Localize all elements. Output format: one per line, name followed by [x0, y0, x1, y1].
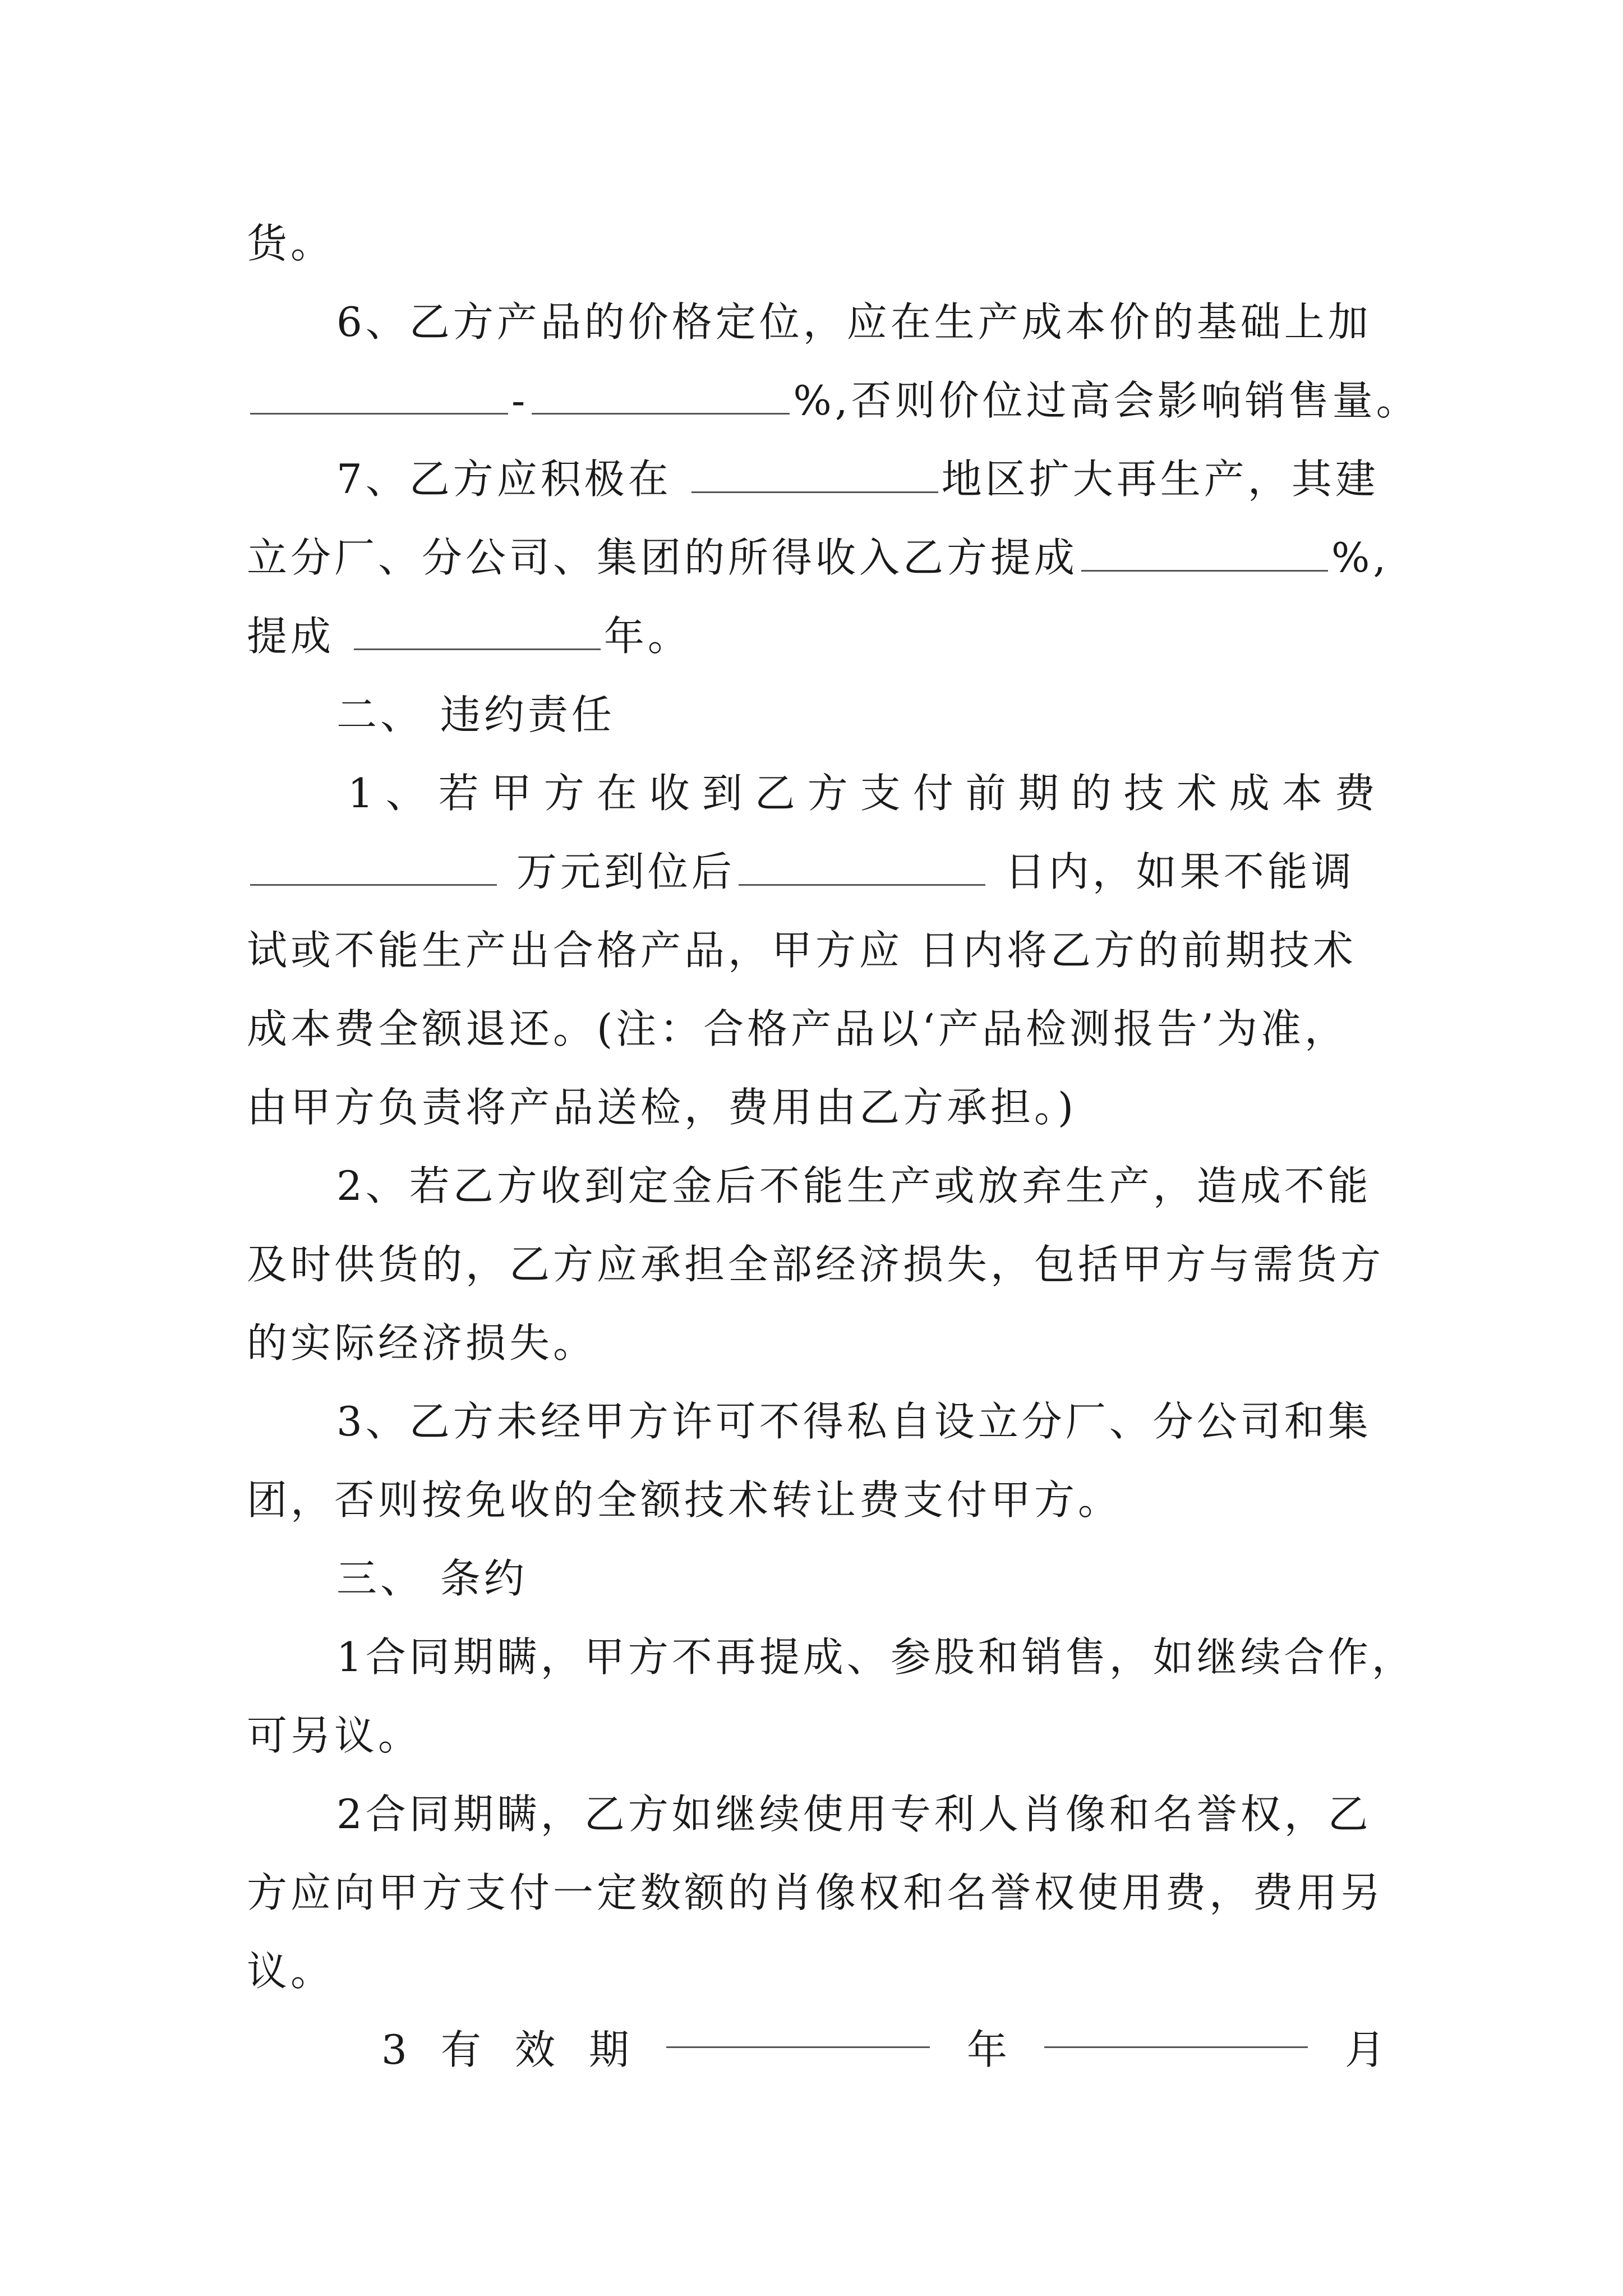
line-text: 提成 [247, 613, 335, 660]
blank-field[interactable] [1081, 534, 1328, 572]
line-text: 议。 [247, 1948, 335, 1995]
blank-field[interactable] [1044, 2010, 1308, 2048]
text-line [247, 518, 1390, 597]
blank-field[interactable] [691, 455, 938, 493]
text-line [247, 1068, 1385, 1147]
line-text: 期 [588, 2026, 629, 2073]
line-text: 月 [1344, 2026, 1385, 2073]
line-text: 由甲方负责将产品送检，费用由乙方承担。) [247, 1084, 1077, 1131]
blank-field[interactable] [532, 377, 790, 415]
blank-field[interactable] [250, 848, 497, 886]
line-text: 2合同期瞒，乙方如继续使用专利人肖像和名誉权，乙 [336, 1791, 1372, 1838]
line-text: 可另议。 [247, 1712, 422, 1759]
line-text: 万元到位后 [516, 848, 735, 895]
text-line [336, 283, 1385, 361]
blank-field[interactable] [354, 613, 601, 650]
line-text: 货。 [247, 220, 335, 267]
section-heading [336, 675, 1385, 754]
line-text: 及时供货的，乙方应承担全部经济损失，包括甲方与需货方 [247, 1241, 1385, 1288]
line-text: 3 [381, 2026, 407, 2073]
line-text: 试或不能生产出合格产品，甲方应 日内将乙方的前期技术 [247, 927, 1357, 974]
line-text: 团，否则按免收的全额技术转让费支付甲方。 [247, 1476, 1122, 1524]
line-text: 地区扩大再生产，其建 [941, 455, 1379, 503]
line-text: 3、乙方未经甲方许可不得私自设立分厂、分公司和集 [336, 1398, 1372, 1445]
line-text: 三、 条约 [336, 1555, 528, 1602]
line-text: 有 [440, 2026, 481, 2073]
line-text: 的实际经济损失。 [247, 1319, 597, 1366]
line-text: 方应向甲方支付一定数额的肖像权和名誉权使用费，费用另 [247, 1869, 1385, 1916]
text-line [247, 361, 1420, 440]
text-line [348, 754, 1385, 832]
text-line [247, 1461, 1385, 1539]
text-line [336, 440, 1385, 518]
line-text: 年 [966, 2026, 1007, 2073]
text-line [336, 1618, 1415, 1696]
line-text: 1、若甲方在收到乙方支付前期的技术成本费 [348, 770, 1387, 817]
text-line [247, 597, 1385, 675]
line-text: 2、若乙方收到定金后不能生产或放弃生产，造成不能 [336, 1162, 1372, 1209]
section-heading [336, 1539, 1385, 1618]
line-text: 7、乙方应积极在 [336, 455, 672, 503]
line-text: 成本费全额退还。(注：合格产品以‘产品检测报告’为准， [247, 1005, 1348, 1052]
blank-field[interactable] [739, 848, 985, 886]
text-line [247, 1853, 1385, 1932]
text-line [247, 1304, 1385, 1382]
text-line [247, 1696, 1385, 1775]
line-text: 1合同期瞒，甲方不再提成、参股和销售，如继续合作， [336, 1634, 1415, 1681]
text-line [336, 1382, 1385, 1461]
line-text: 日内，如果不能调 [1004, 848, 1355, 895]
text-line [247, 1932, 1385, 2010]
text-line [247, 1225, 1385, 1304]
line-text: %, [1331, 534, 1390, 581]
blank-field[interactable] [250, 377, 508, 415]
text-line [247, 990, 1385, 1068]
text-line [336, 1147, 1385, 1225]
line-text: 效 [514, 2026, 555, 2073]
text-line [247, 832, 1385, 911]
line-text: 二、 违约责任 [336, 691, 615, 738]
text-line [336, 1775, 1385, 1853]
text-line [247, 204, 1385, 283]
blank-field[interactable] [666, 2010, 930, 2048]
line-text: - [511, 377, 529, 424]
text-line [381, 2010, 1385, 2089]
text-line [247, 911, 1385, 990]
line-text: %,否则价位过高会影响销售量。 [793, 377, 1420, 424]
line-text: 6、乙方产品的价格定位，应在生产成本价的基础上加 [336, 298, 1372, 346]
line-text: 立分厂、分公司、集团的所得收入乙方提成 [247, 534, 1078, 581]
line-text: 年。 [603, 613, 691, 660]
